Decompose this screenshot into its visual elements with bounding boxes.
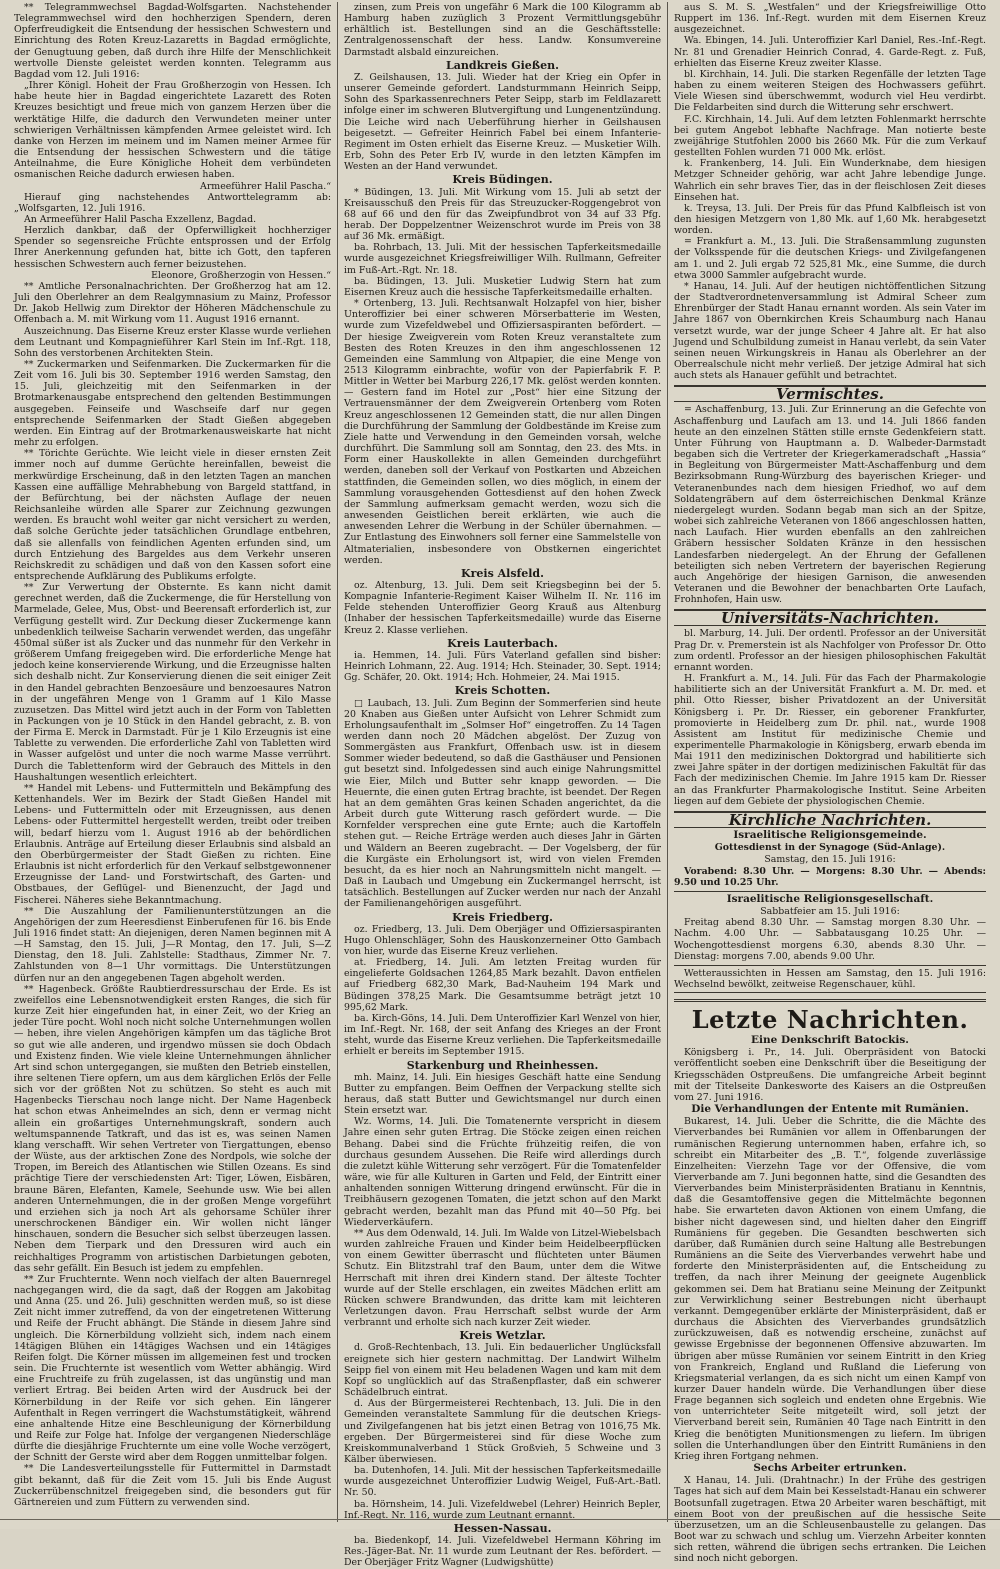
section-heading: Landkreis Gießen. <box>446 58 559 72</box>
article-paragraph: H. Frankfurt a. M., 14. Juli. Für das Fach der Pharmakologie habilitierte sich an der Universität Frankfurt a. M. Dr. med. et phil. Otto Riesser, bisher Privatdozent an der Universität Königsberg i. Pr. Dr. Riesser, ein geborener Frankfurter, promovierte in Heidelberg zum Dr. phil. nat., wurde 1908 Assistent am Institut für medizinische Chemie und experimentelle Pharmakologie in Königsberg, erwarb ebenda im Mai 1911 den medizinischen Doktorgrad und habilitierte sich zwei Jahre später in der dortigen medizinischen Fakultät für das Fach der medizinischen Chemie. Im Jahre 1915 kam Dr. Riesser an das Frankfurter Pharmakologische Institut. Seine Arbeiten liegen auf dem Gebiete der physiologischen Chemie. <box>674 673 986 807</box>
article-paragraph: ** Die Auszahlung der Familienunterstützungen an die Angehörigen der zum Heeresdienst Einberufenen für 16. bis Ende Juli 1916 findet statt: An diejenigen, deren Namen beginnen mit A—H Samstag, den 15. Juli, J—R Montag, den 17. Juli, S—Z Dienstag, den 18. Juli. Zahlstelle: Stadthaus, Zimmer Nr. 7. Zahlstunden von 8—1 Uhr vormittags. Die Unterstützungen dürfen nur an den angegebenen Tagen abgeholt werden. <box>14 905 331 984</box>
article-paragraph: ** Amtliche Personalnachrichten. Der Großherzog hat am 12. Juli den Oberlehrer an dem Realgymnasium zu Mainz, Professor Dr. Jakob Hellwig zum Direktor der Höheren Mädchenschule zu Offenbach a. M. mit Wirkung vom 11. August 1916 ernannt. <box>14 280 331 326</box>
service-times: Freitag abend 8.30 Uhr. — Samstag morgen 8.30 Uhr. — Nachm. 4.00 Uhr. — Sabbatausgang 10.25 Uhr. — Wochengottesdienst morgens 6.30, abends 8.30 Uhr. — Dienstag: morgens 7.00, abends 9.00 Uhr. <box>674 917 986 962</box>
article-paragraph: ba. Hörnsheim, 14. Juli. Vizefeldwebel (Lehrer) Heinrich Bepler, Inf.-Regt. Nr. 116, wurde zum Leutnant ernannt. <box>344 1498 661 1521</box>
article-paragraph: Wz. Worms, 14. Juli. Die Tomatenernte verspricht in diesem Jahre einen sehr guten Ertrag. Die Stöcke zeigen einen reichen Behang. Dabei sind die Früchte frühzeitig reifen, die von durchaus gesundem Aussehen. Die Reife wird allerdings durch die zuletzt kühle Witterung sehr verzögert. Für die Tomatenfelder wäre, wie für alle Kulturen in Garten und Feld, der Eintritt einer anhaltenden sonnigen Witterung dringend erwünscht. Für die in Treibhäusern gezogenen Tomaten, die jetzt schon auf den Markt gebracht werden, bezahlt man das Pfund mit 40—50 Pfg. bei Wiederverkäufern. <box>344 1116 661 1228</box>
article-paragraph: Bukarest, 14. Juli. Ueber die Schritte, die die Mächte des Vierverbandes bei Rumänien vor allem in Offenbarungen der rumänischen Regierung unternommen haben, erfahre ich, so schreibt ein Mitarbeiter des „B. T.“, folgende zuverlässige Einzelheiten: Vierzehn Tage vor der Offensive, die vom Vierverbande am 7. Juni begonnen hatte, sind die Gesandten des Vierverbandes beim Ministerpräsidenten Bratianu in Kenntnis, daß die Gesamtoffensive gegen die Mittelmächte begonnen habe. Sie erwarteten davon Aktionen von einem Umfang, die bisher nicht dagewesen sind, und hielten daher den Eingriff Rumäniens für gegeben. Die Gesandten beschwerten sich darüber, daß Rumänien durch seine Haltung alle Bestrebungen Rumäniens an die Seite des Vierverbandes verwehrt habe und forderte den Ministerpräsidenten auf, die Entscheidung zu treffen, da nach ihrer Meinung der geeignete Augenblick gekommen sei. Dem hat Bratianu seine Meinung der Zeitpunkt zur Verwirklichung seiner Bestrebungen nicht überhaupt verkannt. Demgegenüber erklärte der Ministerpräsident, daß er durchaus die Absichten des Vierverbandes grundsätzlich zurückzuweisen, daß es notwendig erscheine, zunächst auf gewisse Ergebnisse der begonnenen Offensive abzuwarten. Im übrigen aber müsse Rumänien vor seinem Eintritt in den Krieg von Frankreich, England und Rußland die Lieferung von Kriegsmaterial verlangen, da es sich nicht um einen Kampf von kurzer Dauer handeln würde. Die Verhandlungen über diese Frage begannen sich sogleich und endeten ohne Ergebnis. Wie von unterrichteter Seite mitgeteilt wird, soll jetzt der Vierverband bereit sein, Rumänien 40 Tage nach Eintritt in den Krieg die benötigten Munitionsmengen zu liefern. Im übrigen sollen die Unterhandlungen über den Eintritt Rumäniens in den Krieg ihren Fortgang nehmen. <box>674 1116 986 1462</box>
article-paragraph: Z. Geilshausen, 13. Juli. Wieder hat der Krieg ein Opfer in unserer Gemeinde gefordert. Landsturmmann Heinrich Seipp, Sohn des Sparkassenrechners Peter Seipp, starb im Feldlazarett infolge einer im schweren Blutvergiftung und Lungenentzündung. Die Leiche wird nach Ueberführung hierher in Geilshausen beigesetzt. — Gefreiter Heinrich Fabel bei einem Infanterie-Regiment im Osten erhielt das Eiserne Kreuz. — Musketier Wilh. Erb, Sohn des Peter Erb IV, wurde in den letzten Kämpfen im Westen an der Hand verwundet. <box>344 71 661 173</box>
article-paragraph: ** Zur Fruchternte. Wenn noch vielfach der alten Bauernregel nachgegangen wird, die da sagt, daß der Roggen am Jakobitag und Anna (25. und 26. Juli) geschnitten werden muß, so ist diese Zeit nicht immer zutreffend, da von der eingetretenen Witterung und Reife der Frucht abhängt. Die Stände in diesem Jahre sind ungleich. Die Körnerbildung vollzieht sich, indem nach einem 14tägigen Blühen ein 14tägiges Wachsen und ein 14tägiges Reifen folgt. Die Körner müssen im allgemeinen fest und trocken sein. Die Fruchternte ist wesentlich vom Wetter abhängig. Wird eine Fruchtreife zu früh zugelassen, ist das ungünstig und man verliert Ertrag. Bei beiden Arten wird der Ausdruck bei der Körnerbildung in der Reife vor sich gehen. Ein längerer Aufenthalt in Regen verringert die Wachstumstätigkeit, während eine anhaltende Hitze eine Beschleunigung der Körnerbildung und Reife zur Folge hat. Infolge der vergangenen Niederschläge dürfte die diesjährige Fruchternte um eine volle Woche verzögert, der Schnitt der Gerste wird aber dem Roggen unmittelbar folgen. <box>14 1273 331 1464</box>
article-paragraph: = Aschaffenburg, 13. Juli. Zur Erinnerung an die Gefechte von Aschaffenburg und Laufach am 13. und 14. Juli 1866 fanden heute an den einzelnen Stätten stille ernste Gedenkfeiern statt. Unter Führung von Hauptmann a. D. Walbeder-Darmstadt begaben sich die Vertreter der Kriegerkameradschaft „Hassia“ in Begleitung von Bürgermeister Matt-Aschaffenburg und dem Bezirksobmann Rung-Würzburg des bayerischen Krieger- und Veteranenbundes nach dem hiesigen Friedhof, wo auf dem Soldatengräbern auf dem österreichischen Denkmal Kränze niedergelegt wurden. Sodann begab man sich an der Spitze, wobei sich zahlreiche Veteranen von 1866 angeschlossen hatten, nach Laufach. Hier wurden ebenfalls an den zahlreichen Gräbern hessischer Soldaten Kränze in den hessischen Landesfarben niedergelegt. An der Ehrung der Gefallenen beteiligten sich neben Vertretern der bayerischen Regierung auch Angehörige der hiesigen Garnison, die anwesenden Veteranen und die Bewohner der benachbarten Orte Laufach, Frohnhofen, Hain usw. <box>674 404 986 606</box>
article-heading: Eine Denkschrift Batockis. <box>751 1034 909 1047</box>
service-date: Samstag, den 15. Juli 1916: <box>764 854 896 866</box>
weather-forecast: Wetteraussichten in Hessen am Samstag, den 15. Juli 1916: Wechselnd bewölkt, zeitweise Regenschauer, kühl. <box>674 967 986 990</box>
article-paragraph: = Frankfurt a. M., 13. Juli. Die Straßensammlung zugunsten der Volksspende für die deutschen Kriegs- und Zivilgefangenen am 1. und 2. Juli ergab 72 525,81 Mk., eine Summe, die durch etwa 3000 Sammler aufgebracht wurde. <box>674 236 986 281</box>
article-paragraph: ba. Biedenkopf, 14. Juli. Vizefeldwebel Hermann Köhring im Res.-Jäger-Bat. Nr. 11 wurde zum Leutnant der Res. befördert. — Der Oberjäger Fritz Wagner (Ludwigshütte) <box>344 1535 661 1569</box>
article-paragraph: ** Zur Verwertung der Obsternte. Es kann nicht damit gerechnet werden, daß die Zuckermenge, die für Herstellung von Marmelade, Gelee, Mus, Obst- und Beerensaft erforderlich ist, zur Verfügung gestellt wird. Zur Deckung dieser Zuckermenge kann unbedenklich teilweise Sacharin verwendet werden, das ungefähr 450mal süßer ist als Zucker und das nunmehr für den Verkehr in größerem Umfang freigegeben wird. Die erforderliche Menge hat jedoch keine konservierende Wirkung, und die Erzeugnisse halten sich deshalb nicht. Zur Konservierung dienen die seit einiger Zeit in den Handel gebrachten Benzoesäure und benzoesaures Natron in der ungefähren Menge von 1 Gramm auf 1 Kilo Masse zuzusetzen. Das Mittel wird jetzt auch in der Form von Tabletten in Packungen von je 10 Stück in den Handel gebracht, z. B. von der Firma E. Merck in Darmstadt. Für je 1 Kilo Erzeugnis ist eine Tablette zu verwenden. Die erforderliche Zahl von Tabletten wird in Wasser aufgelöst und unter die noch warme Masse verrührt. Durch die Tablettenform wird der Gebrauch des Mittels in den Haushaltungen wesentlich erleichtert. <box>14 582 331 783</box>
section-heading: Starkenburg und Rheinhessen. <box>406 1058 599 1072</box>
rubric-letzte-nachrichten: Letzte Nachrichten. <box>674 999 986 1034</box>
weather-box <box>674 965 986 993</box>
article-paragraph: ** Zuckermarken und Seifenmarken. Die Zuckermarken für die Zeit vom 16. Juli bis 30. September 1916 werden Samstag, den 15. Juli, gleichzeitig mit den Seifenmarken in der Brotmarkenausgabe entsprechend den geltenden Bestimmungen ausgegeben. Feinseife und Waschseife darf nur gegen entsprechende Seifenmarken der Stadt Gießen abgegeben werden. Ein Eintrag auf der Brotmarkenausweiskarte hat nicht mehr zu erfolgen. <box>14 359 331 449</box>
article-paragraph: zinsen, zum Preis von ungefähr 6 Mark die 100 Kilogramm ab Hamburg haben zuzüglich 3 Prozent Vermittlungsgebühr erhältlich ist. Bestellungen sind an die Geschäftsstelle: Zentralgenossenschaft der hess. Landw. Konsumvereine Darmstadt alsbald einzureichen. <box>344 2 661 58</box>
article-paragraph: Wa. Ebingen, 14. Juli. Unteroffizier Karl Daniel, Res.-Inf.-Regt. Nr. 81 und Grenadier Heinrich Conrad, 4. Garde-Regt. z. Fuß, erhielten das Eiserne Kreuz zweiter Klasse. <box>674 35 986 69</box>
article-heading: Die Verhandlungen der Entente mit Rumänien. <box>691 1103 969 1116</box>
article-paragraph: bl. Marburg, 14. Juli. Der ordentl. Professor an der Universität Prag Dr. v. Premerstein ist als Nachfolger von Professor Dr. Otto zum ordentl. Professor an der hiesigen philosophischen Fakultät ernannt worden. <box>674 628 986 673</box>
article-paragraph: ** Telegrammwechsel Bagdad-Wolfsgarten. Nachstehender Telegrammwechsel wird den hochherzigen Spendern, deren Opferfreudigkeit die Entsendung der hessischen Schwestern und Einrichtung des Roten Kreuz-Lazaretts in Bagdad ermöglichte, der Genugtuung geben, daß durch ihre Hilfe der Menschlichkeit wertvolle Dienste geleistet werden konnten. Telegramm aus Bagdad vom 12. Juli 1916: <box>14 2 331 80</box>
article-paragraph: □ Laubach, 13. Juli. Zum Beginn der Sommerferien sind heute 20 Knaben aus Gießen unter Aufsicht von Lehrer Schmidt zum Erholungsaufenthalt im „Solmser Hof“ eingetroffen. Zu 14 Tagen werden dann noch 20 Mädchen abgelöst. Der Zuzug von Sommergästen aus Frankfurt, Offenbach usw. ist in diesem Sommer wieder bedeutend, so daß die Gasthäuser und Pensionen gut besetzt sind. Infolgedessen sind auch einige Nahrungsmittel wie Eier, Milch und Butter sehr knapp geworden. — Die Heuernte, die einen guten Ertrag brachte, ist beendet. Der Regen hat an dem gemähten Gras keinen Schaden angerichtet, da die Arbeit durch gute Witterung rasch gefördert wurde. — Die Kornfelder versprechen eine gute Ernte; auch die Kartoffeln stehen gut. — Reiche Erträge werden auch dieses Jahr in Gärten und Wäldern an Beeren zugebracht. — Der Vogelsberg, der für die Kurgäste ein Erholungsort ist, wird von vielen Fremden besucht, da es hier noch an Nahrungsmitteln nicht mangelt. — Daß in Laubach und Umgebung ein Zuckermangel herrscht, ist tatsächlich. Bestellungen auf Zucker werden nur nach der Anzahl der Familienangehörigen ausgeführt. <box>344 697 661 910</box>
article-paragraph: „Ihrer Königl. Hoheit der Frau Großherzogin von Hessen. Ich habe heute hier in Bagdad eingerichtete Lazarett des Roten Kreuzes besichtigt und freue mich von ganzem Herzen über die werktätige Hilfe, die dadurch den Verwundeten meiner unter schwierigen Verhältnissen kämpfenden Armee geleistet wird. Ich danke von Herzen im meinem und im Namen meiner Armee für die Entsendung der hessischen Schwestern und die tätige Anteilnahme, die Eure Königliche Hoheit dem verbündeten osmanischen Reiche dadurch erwiesen haben. <box>14 80 331 181</box>
article-paragraph: ** Die Landesverteilungsstelle für Futtermittel in Darmstadt gibt bekannt, daß für die Zeit vom 15. Juli bis Ende August Zuckerrübenschnitzel freigegeben sind, die besonders gut für Gärtnereien und zum Füttern zu verwenden sind. <box>14 1463 331 1508</box>
article-paragraph: ia. Hemmen, 14. Juli. Fürs Vaterland gefallen sind bisher: Heinrich Lohmann, 22. Aug. 1914; Hch. Steinader, 30. Sept. 1914; Gg. Schäfer, 20. Okt. 1914; Hch. Hohmeier, 24. Mai 1915. <box>344 649 661 684</box>
section-heading: Kreis Schotten. <box>454 684 551 698</box>
service-times: Vorabend: 8.30 Uhr. — Morgens: 8.30 Uhr. — Abends: 9.50 und 10.25 Uhr. <box>674 865 986 888</box>
section-heading: Kreis Wetzlar. <box>459 1329 546 1343</box>
article-paragraph: ** Aus dem Odenwald, 14. Juli. Im Walde von Litzel-Wiebelsbach wurden zahlreiche Frauen und Kinder beim Heidelbeerpflücken von einem Gewitter überrascht und flüchteten unter Bäumen Schutz. Ein Blitzstrahl traf den Baum, unter dem die Witwe Herrschaft mit ihren drei Kindern stand. Der älteste Tochter wurde auf der Stelle erschlagen, ein zweites Mädchen erlitt am Rücken schwere Brandwunden, das dritte kam mit leichteren Verletzungen davon. Frau Herrschaft selbst wurde der Arm verbrannt und erholte sich nach kurzer Zeit wieder. <box>344 1227 661 1329</box>
article-paragraph: aus S. M. S. „Westfalen“ und der Kriegsfreiwillige Otto Ruppert im 136. Inf.-Regt. wurden mit dem Eisernen Kreuz ausgezeichnet. <box>674 2 986 36</box>
article-paragraph: ** Hagenbeck. Größte Raubtierdressurschau der Erde. Es ist zweifellos eine Lebensnotwendigkeit ersten Ranges, die sich für kurze Zeit hier eingefunden hat, in einer Zeit, wo der Krieg an jeder Türe pocht. Wohl noch nicht solche Unternehmungen wollen — heben, ihre vielen Angehörigen kämpfen um das tägliche Brot so gut wie alle anderen, und irgendwo müssen sie doch Obdach und Existenz finden. Wie viele kleine Unternehmungen ähnlicher Art sind schon untergegangen, sie mußten den Betrieb einstellen, ihre seltenen Tiere opfern, um aus dem kärglichen Erlös der Felle sich vor der größten Not zu schützen. So steht es auch mit Hagenbecks Tierschau noch lange nicht. Der Name Hagenbeck hat schon etwas Anheimelndes an sich, denn er vermag nicht allein ein großartiges Unternehmungskraft, sondern auch weltumspannende Tatkraft, und das ist es, was seinen Namen klang verschafft. Wir sehen Vertreter von Tiergattungen, ebenso der Wüste, aus der arktischen Zone des Nordpols, wie solche der Tropen, im Bereich des Atlantischen wie Stillen Ozeans. Es sind prächtige Tiere der verschiedensten Art: Tiger, Löwen, Eisbären, braune Bären, Elefanten, Kamele, Seehunde usw. Wie bei allen anderen Unternehmungen, die in der großen Menge vorgeführt und erziehen sich ja noch Art als gehorsame Schüler ihrer unerschrockenen Bändiger ein. Wir wollen nicht länger hinschauen, sondern die Besucher sich selbst überzeugen lassen. Neben dem Tierpark und den Dressuren wird auch ein reichhaltiges Programm von artistischen Darbietungen geboten, das sehr gefällt. Ein Besuch ist jedem zu empfehlen. <box>14 983 331 1274</box>
section-heading: Hessen-Nassau. <box>453 1521 552 1535</box>
article-paragraph: * Ortenberg, 13. Juli. Rechtsanwalt Holzapfel von hier, bisher Unteroffizier bei einer schweren Mörserbatterie im Westen, wurde zum Vizefeldwebel und Offiziersaspiranten befördert. — Der hiesige Zweigverein vom Roten Kreuz veranstaltete zum Besten des Roten Kreuzes in den ihm angeschlossenen 12 Gemeinden eine Sammlung von Altpapier, die eine Menge von 2513 Kilogramm einbrachte, wofür von der Papierfabrik F. P. Mittler in Wetter bei Marburg 226,17 Mk. gelöst werden konnten. — Gestern fand im Hotel zur „Post“ hier eine Sitzung der Vertrauensmänner der dem Zweigverein Ortenberg vom Roten Kreuz angeschlossenen 12 Gemeinden statt, die nur allen Dingen die Durchführung der Sammlung der Goldbestände im Kreise zum Ziele hatte und Verwendung in den Gemeinden vorsah, welche durchführt. Die Sammlung soll am Sonntag, den 23. des Mts. in Form einer Hauskollekte in allen Gemeinden durchgeführt werden, daneben soll der Verkauf von Postkarten und Abzeichen stattfinden, die Gemeinden sollen, wo dies möglich, in einem der Sammlung vorausgehenden Gottesdienst auf den hohen Zweck der Sammlung aufmerksam gemacht werden, wozu sich die anwesenden Geistlichen bereit erklärten, wie auch die anwesenden Lehrer die Werbung in der Schüler übernahmen. — Zur Entlastung des Einwohners soll ferner eine Sammelstelle von Altmaterialien, insbesondere von Obstkernen eingerichtet werden. <box>344 298 661 566</box>
column-middle <box>338 2 668 1569</box>
section-heading: Kreis Alsfeld. <box>461 566 544 580</box>
article-paragraph: d. Groß-Rechtenbach, 13. Juli. Ein bedauerlicher Unglücksfall ereignete sich hier gestern nachmittag. Der Landwirt Wilhelm Seipp fiel von einem mit Heu beladenen Wagen und kam mit dem Kopf so unglücklich auf das Straßenpflaster, daß ein schwerer Schädelbruch eintrat. <box>344 1342 661 1399</box>
column-left <box>8 2 338 1522</box>
article-paragraph: k. Treysa, 13. Juli. Der Preis für das Pfund Kalbfleisch ist von den hiesigen Metzgern von 1,80 Mk. auf 1,60 Mk. herabgesetzt worden. <box>674 202 986 237</box>
rubric-kirchliche: Kirchliche Nachrichten. <box>674 811 986 828</box>
article-paragraph: X Hanau, 14. Juli. (Drahtnachr.) In der Frühe des gestrigen Tages hat sich auf dem Main bei Kesselstadt-Hanau ein schwerer Bootsunfall zugetragen. Etwa 20 Arbeiter waren beschäftigt, mit einem Boot von der preußischen auf die hessische Seite überzusetzen, um an die Schleusenbaustelle zu gelangen. Das Boot war zu schwach und schlug um. Vierzehn Arbeiter konnten sich retten, während die übrigen sechs ertranken. Die Leichen sind noch nicht geborgen. <box>674 1475 986 1565</box>
article-paragraph: * Hanau, 14. Juli. Auf der heutigen nichtöffentlichen Sitzung der Stadtverordnetenversammlung ist Admiral Scheer zum Ehrenbürger der Stadt Hanau ernannt worden. Als sein Vater im Jahre 1867 von Obernkirchen Kreis Schaumburg nach Hanau versetzt wurde, war der junge Scheer 4 Jahre alt. Er hat also Jugend und Schulbildung zumeist in Hanau verlebt, da sein Vater seinen neuen Wirkungskreis in Hanau als Oberlehrer an der Oberrealschule nicht mehr verließ. Der jetzige Admiral hat sich auch stets als Hanauer gefühlt und betrachtet. <box>674 280 986 382</box>
column-right <box>668 2 992 1565</box>
article-paragraph: Auszeichnung. Das Eiserne Kreuz erster Klasse wurde verliehen dem Leutnant und Kompagnieführer Karl Stein im Inf.-Rgt. 118, Sohn des verstorbenen Architekten Stein. <box>14 325 331 359</box>
article-paragraph: bl. Kirchhain, 14. Juli. Die starken Regenfälle der letzten Tage haben zu einem weiteren Steigen des Hochwassers geführt. Viele Wiesen sind überschwemmt, wodurch viel Heu verdirbt. Die Feldarbeiten sind durch die Witterung sehr erschwert. <box>674 68 986 114</box>
article-heading: Sechs Arbeiter ertrunken. <box>753 1462 907 1475</box>
article-paragraph: ** Handel mit Lebens- und Futtermitteln und Bekämpfung des Kettenhandels. Wer im Bezirk der Stadt Gießen Handel mit Lebens- und Futtermitteln oder mit Erzeugnissen, aus denen Lebens- oder Futtermittel hergestellt werden, treibt oder treiben will, bedarf hierzu vom 1. August 1916 ab der behördlichen Erlaubnis. Anträge auf Erteilung dieser Erlaubnis sind alsbald an den Oberbürgermeister der Stadt Gießen zu richten. Eine Erlaubnis ist nicht erforderlich für den Verkauf selbstgewonnener Erzeugnisse der Land- und Forstwirtschaft, des Garten- und Obstbaues, der Geflügel- und Bienenzucht, der Jagd und Fischerei. Näheres siehe Bekanntmachung. <box>14 782 331 906</box>
service-date: Sabbatfeier am 15. Juli 1916: <box>760 906 900 918</box>
article-paragraph: d. Aus der Bürgermeisterei Rechtenbach, 13. Juli. Die in den Gemeinden veranstaltete Sammlung für die deutschen Kriegs- und Zivilgefangenen hat bis jetzt einen Betrag von 1016,75 Mk. ergeben. Der Bürgermeisterei sind für diese Woche zum Kreiskommunalverband 1 Stück Großvieh, 5 Schweine und 3 Kälber überwiesen. <box>344 1398 661 1465</box>
article-paragraph: Hierauf ging nachstehendes Antworttelegramm ab: „Wolfsgarten, 12. Juli 1916. <box>14 191 331 214</box>
article-paragraph: ba. Kirch-Göns, 14. Juli. Dem Unteroffizier Karl Wenzel von hier, im Inf.-Regt. Nr. 168, der seit Anfang des Krieges an der Front steht, wurde das Eiserne Kreuz verliehen. Die Tapferkeitsmedaille erhielt er bereits im September 1915. <box>344 1012 661 1058</box>
congregation-heading: Israelitische Religionsgesellschaft. <box>674 891 986 905</box>
signature-line: Armeeführer Halil Pascha.“ <box>200 180 331 192</box>
section-heading: Kreis Friedberg. <box>452 910 553 924</box>
congregation-heading: Israelitische Religionsgemeinde. <box>733 829 927 842</box>
article-paragraph: ba. Dutenhofen, 14. Juli. Mit der hessischen Tapferkeitsmedaille wurde ausgezeichnet Unteroffizier Ludwig Weigel, Fuß-Art.-Batl. Nr. 50. <box>344 1465 661 1499</box>
article-paragraph: ** Törichte Gerüchte. Wie leicht viele in dieser ernsten Zeit immer noch auf dumme Gerüchte hereinfallen, beweist die merkwürdige Erscheinung, daß in den letzten Tagen an manchen Kassen eine auffällige Mehrabhebung von Bargeld stattfand, in der Befürchtung, bei der nächsten Auflage der neuen Reichsanleihe würden alle Sparer zur Zeichnung gezwungen werden. Es braucht wohl weiter gar nicht versichert zu werden, daß solche Gerüchte jeder tatsächlichen Grundlage entbehren, daß sie allenfalls von feindlichen Agenten erfunden sind, um durch Entziehung des Bargeldes aus dem Verkehr unseren Reichskredit zu schädigen und daß von den Kassen sofort eine entsprechende Aufklärung des Publikums erfolgte. <box>14 448 331 582</box>
rubric-universitaet: Universitäts-Nachrichten. <box>674 609 986 626</box>
service-subheading: Gottesdienst in der Synagoge (Süd-Anlage). <box>714 842 946 854</box>
section-heading: Kreis Lauterbach. <box>447 636 558 650</box>
article-paragraph: ba. Büdingen, 13. Juli. Musketier Ludwig Stern hat zum Eisernen Kreuz auch die hessische Tapferkeitsmedaille erhalten. <box>344 275 661 298</box>
signature-line: Eleonore, Großherzogin von Hessen.“ <box>151 269 331 281</box>
article-paragraph: mh. Mainz, 14. Juli. Ein hiesiges Geschäft hatte eine Sendung Butter zu empfangen. Beim Oeffnen der Verpackung stellte sich heraus, daß statt Butter und Gewichtsmangel nur durch einen Stein ersetzt war. <box>344 1071 661 1117</box>
article-paragraph: * Büdingen, 13. Juli. Mit Wirkung vom 15. Juli ab setzt der Kreisausschuß den Preis für das Streuzucker-Roggengebrot von 68 auf 66 und den für das Zweipfundbrot von 34 auf 33 Pfg. herab. Der Doppelzentner Weizenschrot wurde im Preis von 38 auf 36 Mk. ermäßigt. <box>344 186 661 243</box>
article-paragraph: ba. Rohrbach, 13. Juli. Mit der hessischen Tapferkeitsmedaille wurde ausgezeichnet Kriegsfreiwilliger Wilh. Rullmann, Gefreiter im Fuß-Art.-Rgt. Nr. 18. <box>344 242 661 276</box>
article-paragraph: at. Friedberg, 14. Juli. Am letzten Freitag wurden für eingelieferte Goldsachen 1264,85 Mark bezahlt. Davon entfielen auf Friedberg 682,30 Mark, Bad-Nauheim 194 Mark und Büdingen 378,25 Mark. Die Gesamtsumme beträgt jetzt 10 995,62 Mark. <box>344 957 661 1013</box>
article-paragraph: oz. Friedberg, 13. Juli. Dem Oberjäger und Offiziersaspiranten Hugo Ohlenschläger, Sohn des Hauskonzerneiner Otto Gambach von hier, wurde das Eiserne Kreuz verliehen. <box>344 923 661 957</box>
article-paragraph: oz. Altenburg, 13. Juli. Dem seit Kriegsbeginn bei der 5. Kompagnie Infanterie-Regiment Kaiser Wilhelm II. Nr. 116 im Felde stehenden Unteroffizier Georg Krauß aus Altenburg (Inhaber der hessischen Tapferkeitsmedaille) wurde das Eiserne Kreuz 2. Klasse verliehen. <box>344 579 661 636</box>
article-paragraph: Herzlich dankbar, daß der Opferwilligkeit hochherziger Spender so segensreiche Früchte entsprossen und der Erfolg Ihrer Anerkennung gefunden hat, bitte ich Gott, den tapferen hessischen Schwestern auch ferner beizustehen. <box>14 225 331 270</box>
article-paragraph: k. Frankenberg, 14. Juli. Ein Wunderknabe, dem hiesigen Metzger Schneider gehörig, war acht Jahre lebendige Junge. Wahrlich ein sehr braves Tier, das in der fleischlosen Zeit dieses Einsehen hat. <box>674 158 986 203</box>
article-paragraph: Königsberg i. Pr., 14. Juli. Oberpräsident von Batocki veröffentlicht soeben eine Denkschrift über die Beseitigung der Kriegsschäden Ostpreußens. Die umfangreiche Arbeit beginnt mit der Titelseite Dankesworte des Kaisers an die Ostpreußen vom 27. Juni 1916. <box>674 1047 986 1103</box>
page-bottom-rule <box>0 1519 1000 1529</box>
article-paragraph: F.C. Kirchhain, 14. Juli. Auf dem letzten Fohlenmarkt herrschte bei gutem Angebot lebhafte Nachfrage. Man notierte beste zweijährige Stutfohlen 2000 bis 2660 Mk. Für die zum Verkauf gestellten Fohlen wurden 71 000 Mk. erlöst. <box>674 113 986 159</box>
section-heading: Kreis Büdingen. <box>452 173 553 187</box>
rubric-vermischtes: Vermischtes. <box>674 385 986 402</box>
article-paragraph: An Armeeführer Halil Pascha Exzellenz, Bagdad. <box>24 213 257 225</box>
